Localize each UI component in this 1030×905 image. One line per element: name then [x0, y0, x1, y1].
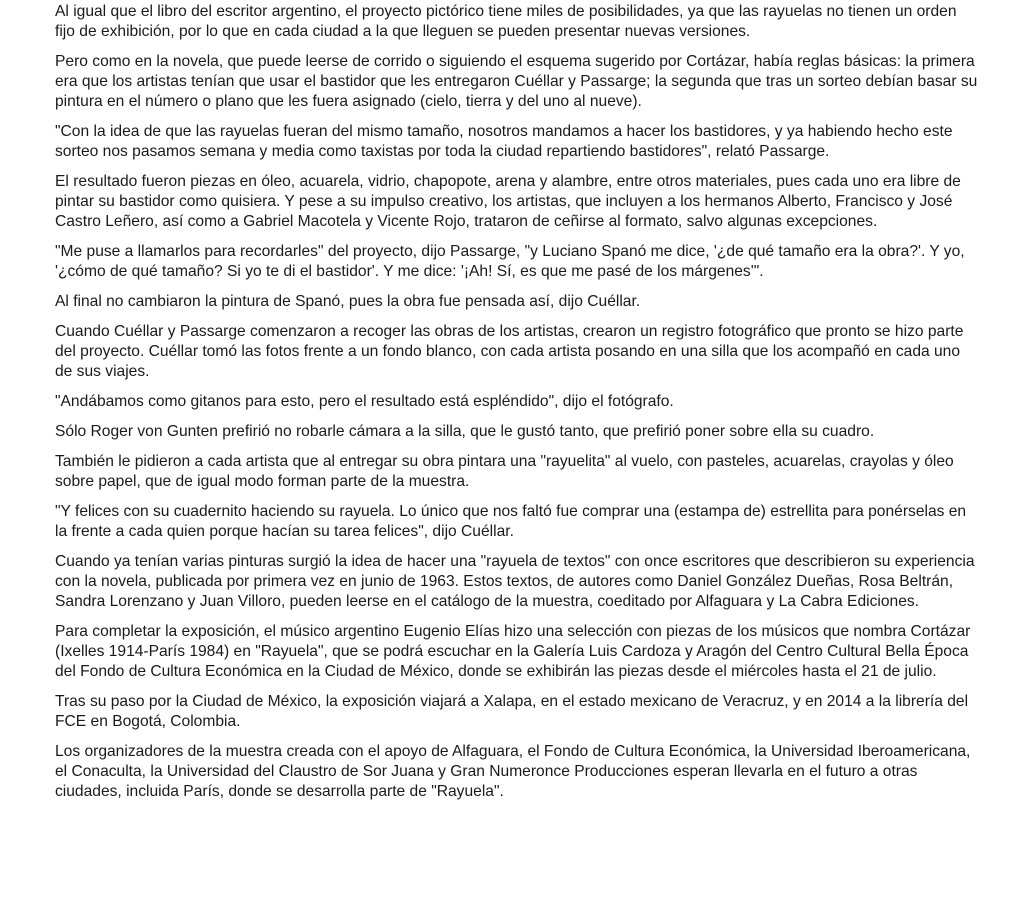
- paragraph-5: "Me puse a llamarlos para recordarles" del proyecto, dijo Passarge, "y Luciano Spanó me dice, '¿de qué tamaño era la obra?'. Y yo, '¿cómo de qué tamaño? Si yo te di el bastidor'. Y me dice: '¡Ah! Sí, es que me pasé de los márgenes'".: [55, 243, 965, 280]
- paragraph-13: Para completar la exposición, el músico argentino Eugenio Elías hizo una selección con piezas de los músicos que nombra Cortázar (Ixelles 1914-París 1984) en "Rayuela", que se podrá escuchar en la Galería Luis Cardoza y Aragón del Centro Cultural Bella Época del Fondo de Cultura Económica en la Ciudad de México, donde se exhibirán las piezas desde el miércoles hasta el 21 de julio.: [55, 623, 971, 680]
- paragraph-2: Pero como en la novela, que puede leerse de corrido o siguiendo el esquema sugerido por Cortázar, había reglas básicas: la primera era que los artistas tenían que usar el bastidor que les entregaron Cuéllar y Passarge; la segunda que tras un sorteo debían basar su pintura en el número o plano que les fuera asignado (cielo, tierra y del uno al nueve).: [55, 53, 978, 110]
- paragraph-1: Al igual que el libro del escritor argentino, el proyecto pictórico tiene miles de posibilidades, ya que las rayuelas no tienen un orden fijo de exhibición, por lo que en cada ciudad a la que lleguen se pueden presentar nuevas versiones.: [55, 3, 957, 40]
- paragraph-12: Cuando ya tenían varias pinturas surgió la idea de hacer una "rayuela de textos" con once escritores que describieron su experiencia con la novela, publicada por primera vez en junio de 1963. Estos textos, de autores como Daniel González Dueñas, Rosa Beltrán, Sandra Lorenzano y Juan Villoro, pueden leerse en el catálogo de la muestra, coeditado por Alfaguara y La Cabra Ediciones.: [55, 553, 975, 610]
- paragraph-3: "Con la idea de que las rayuelas fueran del mismo tamaño, nosotros mandamos a hacer los bastidores, y ya habiendo hecho este sorteo nos pasamos semana y media como taxistas por toda la ciudad repartiendo bastidores", relató Passarge.: [55, 123, 953, 160]
- paragraph-10: También le pidieron a cada artista que al entregar su obra pintara una "rayuelita" al vuelo, con pasteles, acuarelas, crayolas y óleo sobre papel, que de igual modo forman parte de la muestra.: [55, 453, 954, 490]
- paragraph-9: Sólo Roger von Gunten prefirió no robarle cámara a la silla, que le gustó tanto, que prefirió poner sobre ella su cuadro.: [55, 423, 875, 440]
- paragraph-6: Al final no cambiaron la pintura de Spanó, pues la obra fue pensada así, dijo Cuéllar.: [55, 293, 641, 310]
- paragraph-4: El resultado fueron piezas en óleo, acuarela, vidrio, chapopote, arena y alambre, entre otros materiales, pues cada uno era libre de pintar su bastidor como quisiera. Y pese a su impulso creativo, los artistas, que incluyen a los hermanos Alberto, Francisco y José Castro Leñero, así como a Gabriel Macotela y Vicente Rojo, trataron de ceñirse al formato, salvo algunas excepciones.: [55, 173, 961, 230]
- article-body: [55, 0, 980, 812]
- paragraph-15: Los organizadores de la muestra creada con el apoyo de Alfaguara, el Fondo de Cultura Económica, la Universidad Iberoamericana, el Conaculta, la Universidad del Claustro de Sor Juana y Gran Numeronce Producciones esperan llevarla en el futuro a otras ciudades, incluida París, donde se desarrolla parte de "Rayuela".: [55, 743, 971, 800]
- paragraph-11: "Y felices con su cuadernito haciendo su rayuela. Lo único que nos faltó fue comprar una (estampa de) estrellita para ponérselas en la frente a cada quien porque hacían su tarea felices", dijo Cuéllar.: [55, 503, 967, 540]
- paragraph-8: "Andábamos como gitanos para esto, pero el resultado está espléndido", dijo el fotógrafo.: [55, 393, 674, 410]
- paragraph-7: Cuando Cuéllar y Passarge comenzaron a recoger las obras de los artistas, crearon un registro fotográfico que pronto se hizo parte del proyecto. Cuéllar tomó las fotos frente a un fondo blanco, con cada artista posando en una silla que los acompañó en cada uno de sus viajes.: [55, 323, 964, 380]
- paragraph-14: Tras su paso por la Ciudad de México, la exposición viajará a Xalapa, en el estado mexicano de Veracruz, y en 2014 a la librería del FCE en Bogotá, Colombia.: [55, 693, 969, 730]
